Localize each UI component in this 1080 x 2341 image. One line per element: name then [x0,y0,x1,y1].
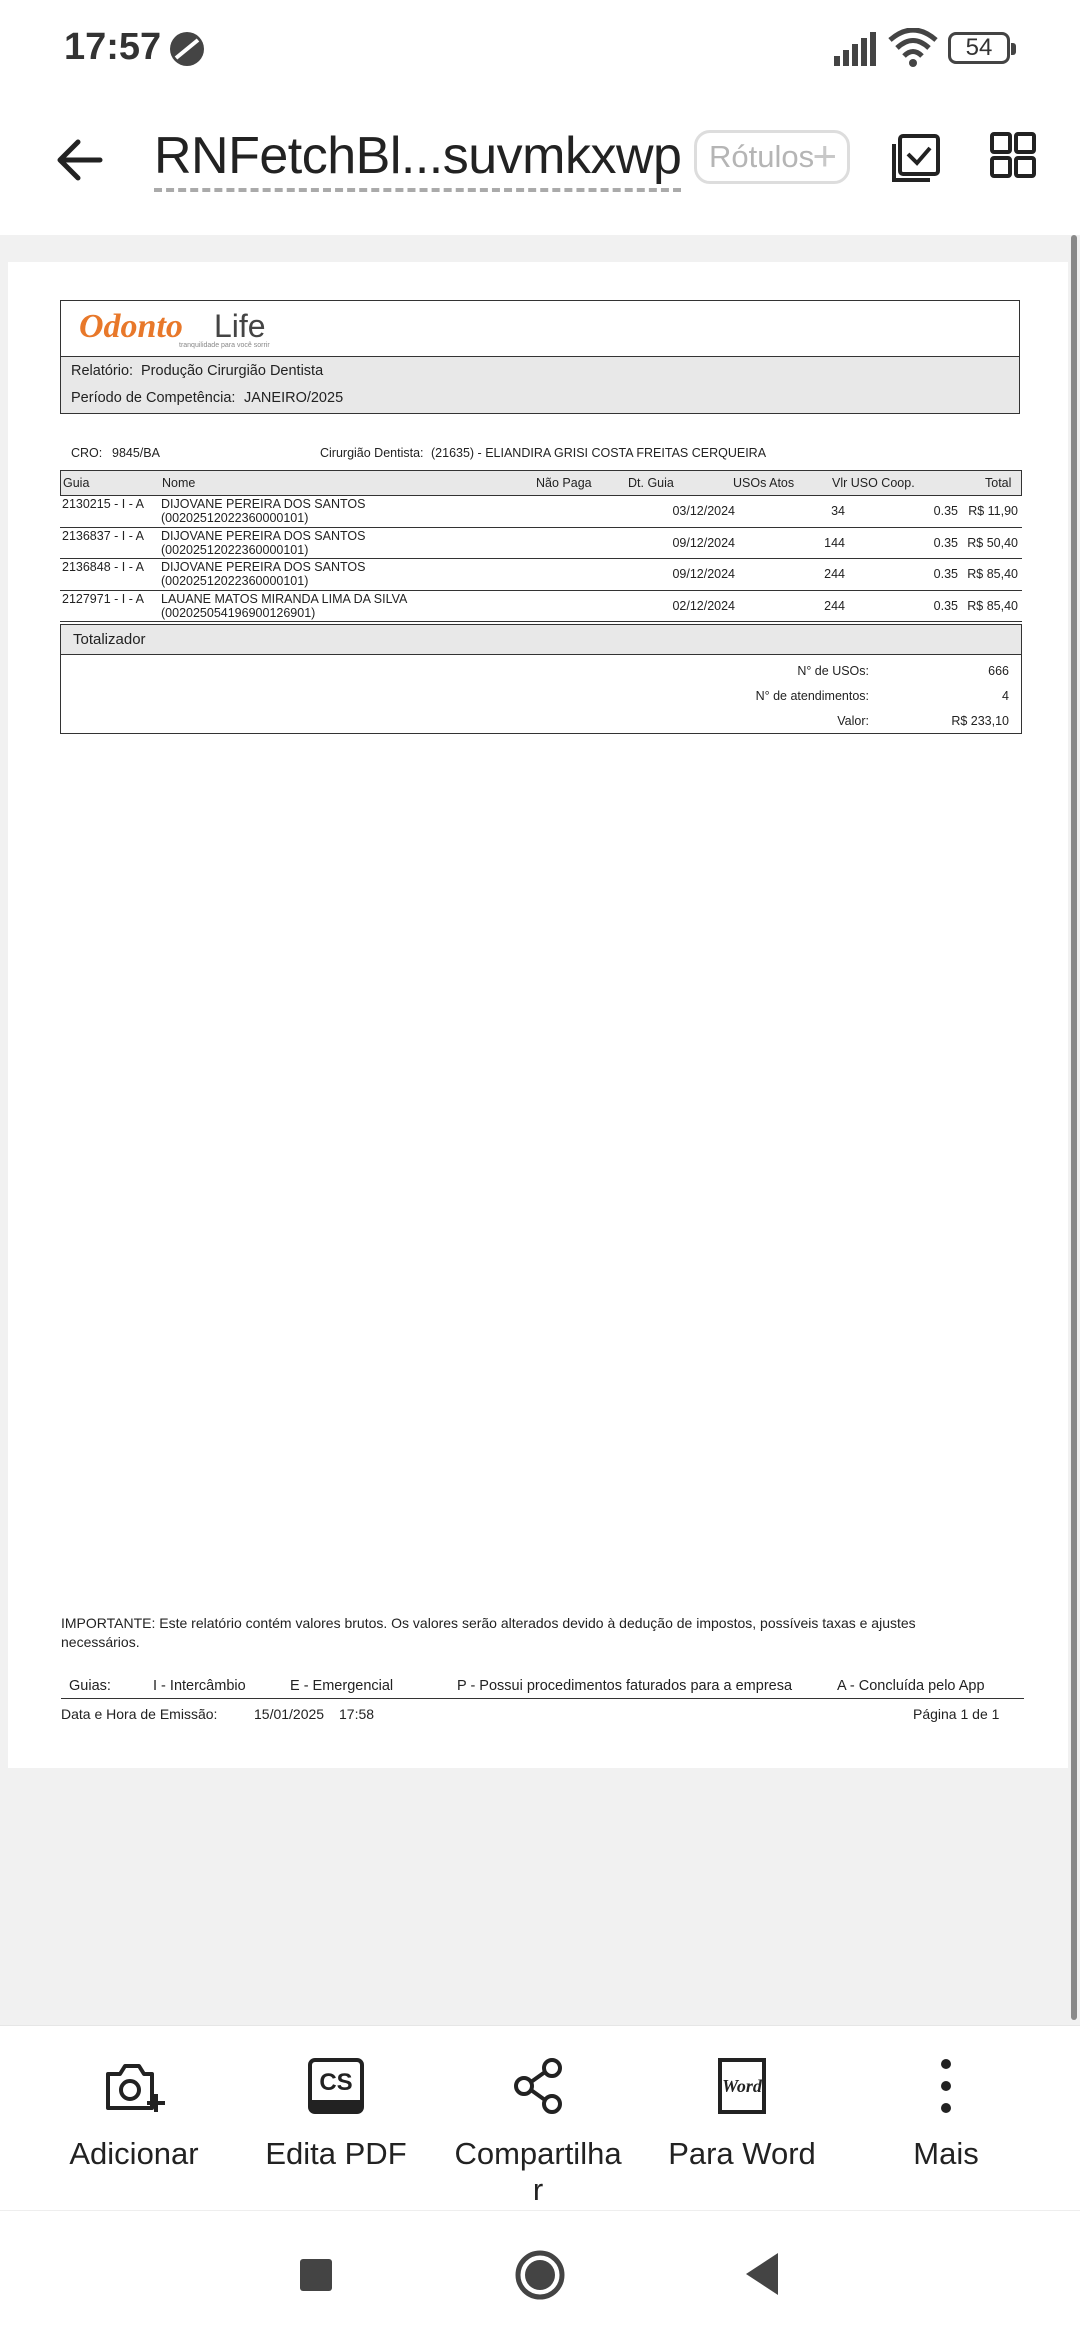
status-bar [0,0,1080,100]
share-button[interactable] [438,2054,638,2208]
table-row [60,528,1022,560]
report-label: Relatório: [71,363,134,379]
col-nome: Nome [162,476,196,490]
usos-value: 666 [988,664,1009,678]
totalizer-box [60,624,1022,734]
legend-a: A - Concluída pelo App [837,1678,985,1694]
signal-icon [834,32,878,66]
to-word-button[interactable] [642,2054,842,2172]
cell-nome: DIJOVANE PEREIRA DOS SANTOS [161,497,366,511]
cell-nome: DIJOVANE PEREIRA DOS SANTOS [161,528,366,543]
svg-text:Life: Life [214,309,266,344]
scrollbar[interactable] [1071,235,1077,2020]
more-button[interactable] [846,2054,1046,2172]
cell-total: R$ 85,40 [967,567,1018,581]
cell-dt: 09/12/2024 [672,567,735,581]
share-icon [506,2054,570,2118]
cell-guia: 2136837 - I - A [62,528,145,543]
add-label: Adicionar [69,2136,199,2171]
edit-pdf-button[interactable] [236,2054,436,2172]
battery-level: 54 [965,34,993,61]
grid-view-icon[interactable] [990,132,1036,178]
camscanner-icon [304,2054,368,2118]
back-arrow-icon[interactable] [50,130,110,190]
cell-guia: 2127971 - I - A [62,591,145,606]
emission-label: Data e Hora de Emissão: [61,1706,218,1722]
col-vlr-uso: Vlr USO Coop. [832,476,915,490]
svg-text:Word: Word [722,2076,762,2096]
cell-processo: (00202505419690012690​1) [161,605,316,620]
table-header [60,470,1022,496]
cell-guia: 2136848 - I - A [62,560,145,574]
recents-icon[interactable] [300,2259,332,2291]
cell-total: R$ 11,90 [968,504,1018,518]
app-bar [0,100,1080,235]
col-total: Total [985,476,1012,490]
col-usos-atos: USOs Atos [733,476,795,490]
svg-text:tranquilidade para você sorrir: tranquilidade para você sorrir [179,342,270,349]
valor-value: R$ 233,10 [951,714,1009,728]
pdf-page [8,262,1068,1768]
cell-vlr: 0.35 [933,567,958,581]
more-vertical-icon [914,2054,978,2118]
more-label: Mais [913,2136,979,2171]
cell-usos: 244 [824,598,845,613]
cell-guia: 2130215 - I - A [62,497,145,511]
production-table [60,470,1022,622]
labels-button[interactable] [694,130,850,184]
select-icon[interactable] [890,132,942,184]
dentist-label: Cirurgião Dentista: [320,446,424,460]
back-icon[interactable] [742,2251,782,2297]
share-label: Compartilha r [454,2136,622,2207]
cell-processo: (00202512022360000101) [161,574,309,588]
cell-dt: 09/12/2024 [672,535,735,550]
cell-vlr: 0.35 [933,535,958,550]
report-header [60,300,1020,414]
cell-usos: 34 [831,504,845,518]
wifi-icon [888,28,938,68]
report-value: Produção Cirurgião Dentista [141,363,324,379]
legend-e: E - Emergencial [290,1678,394,1694]
period-label: Período de Competência: [71,390,236,406]
report-row [61,356,1019,385]
labels-button-label: Rótulos [709,139,815,174]
svg-text:Odonto: Odonto [79,309,183,345]
important-note: IMPORTANTE: Este relatório contém valores brutos. Os valores serão alterados devido à dedução de impostos, possíveis taxas e ajustes necessários. [61,1615,916,1650]
cell-usos: 144 [824,535,845,550]
bottom-toolbar [0,2025,1080,2211]
atend-value: 4 [1002,689,1009,703]
legend-p: P - Possui procedimentos faturados para a empresa [457,1678,793,1694]
guides-legend [61,1676,1024,1699]
col-dt-guia: Dt. Guia [628,476,674,490]
emission-time: 17:58 [339,1706,375,1722]
legend-i: I - Intercâmbio [153,1678,246,1694]
odontolife-logo [79,309,369,349]
period-row [61,384,1019,413]
plus-icon: + [812,132,837,179]
valor-label: Valor: [837,714,869,728]
col-guia: Guia [63,476,90,490]
cell-total: R$ 50,40 [967,535,1018,550]
status-time: 17:57 [64,26,162,68]
cell-dt: 02/12/2024 [672,598,735,613]
cell-dt: 03/12/2024 [672,504,735,518]
cell-nome: DIJOVANE PEREIRA DOS SANTOS [161,560,366,574]
document-title[interactable]: RNFetchBl...suvmkxwp [154,126,681,192]
system-nav-bar [0,2210,1080,2341]
col-nao-paga: Não Paga [536,476,592,490]
emission-date: 15/01/2025 [254,1706,325,1722]
battery-icon [948,32,1010,64]
svg-text:CS: CS [319,2069,353,2096]
page-number: Página 1 de 1 [913,1706,1000,1722]
cell-vlr: 0.35 [933,504,958,518]
camera-add-icon [102,2054,166,2118]
to-word-label: Para Word [668,2136,816,2171]
cell-processo: (00202512022360000101) [161,511,309,525]
add-button[interactable] [34,2054,234,2172]
do-not-disturb-icon [168,30,206,68]
cro-label: CRO: [71,446,103,460]
cro-value: 9845/BA [112,446,160,460]
period-value: JANEIRO/2025 [244,390,344,406]
table-row [60,559,1022,591]
usos-label: N° de USOs: [797,664,869,678]
cell-total: R$ 85,40 [967,598,1018,613]
cell-vlr: 0.35 [933,598,958,613]
cell-nome: LAUANE MATOS MIRANDA LIMA DA SILVA [161,591,408,606]
table-row [60,496,1022,528]
cell-usos: 244 [824,567,845,581]
home-icon[interactable] [514,2249,566,2301]
edit-pdf-label: Edita PDF [265,2136,407,2171]
dentist-value: (21635) - ELIANDIRA GRISI COSTA FREITAS CERQUEIRA [431,446,767,460]
totalizer-header [61,625,1021,655]
table-row [60,591,1022,623]
cell-processo: (00202512022360000101) [161,542,309,557]
atend-label: N° de atendimentos: [755,689,869,703]
word-icon [710,2054,774,2118]
legend-guias: Guias: [69,1678,111,1694]
totalizer-title: Totalizador [73,631,146,648]
